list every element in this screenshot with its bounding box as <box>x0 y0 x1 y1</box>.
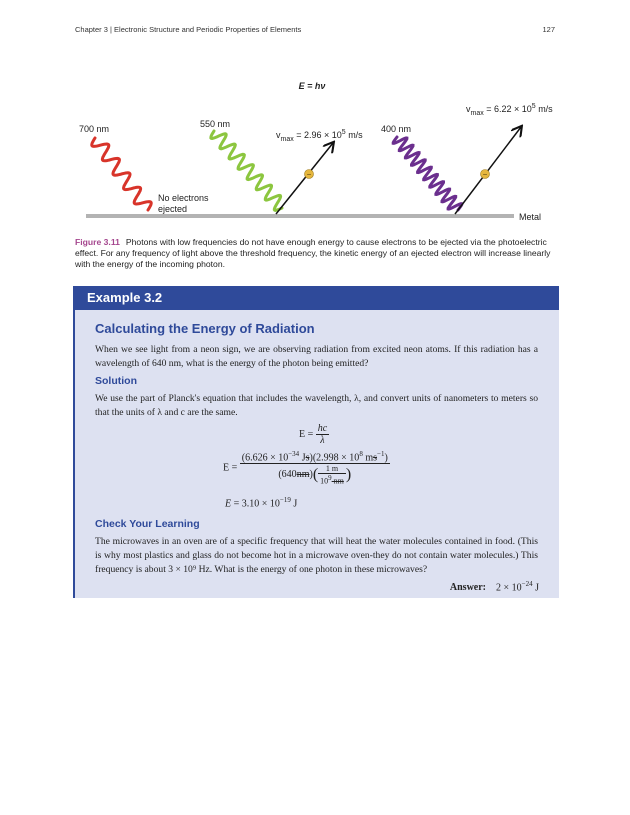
page-number: 127 <box>542 25 555 34</box>
red-light-wave <box>92 138 151 210</box>
wavelength-label-550: 550 nm <box>200 119 231 129</box>
example-title: Calculating the Energy of Radiation <box>95 321 315 336</box>
photoelectric-figure <box>0 0 630 230</box>
answer: Answer: $2 \times 10^{-24}$ J <box>449 580 539 594</box>
equation-3: $E = 3.10 \times 10^{-19}$ J <box>225 496 298 510</box>
check-heading: Check Your Learning <box>95 518 200 530</box>
svg-text:−: − <box>482 170 488 179</box>
equation-2: E = ($6.626 \times 10^{-34}$ $Js)(2.998 \times 10^8$ $ms^{-1}$) (640nm)( $\frac{1 m}{10^9 nm}$ ) <box>223 450 388 486</box>
figure-label: Figure 3.11 <box>75 237 120 247</box>
example-header: Example 3.2 <box>75 286 559 310</box>
vmax-label-2: $v_{max} = 6.22 \times 10^5$ m/s <box>466 103 553 117</box>
caption-text: Photons with low frequencies do not have enough energy to cause electrons to be ejected via the photoelectric effect. For any frequency of light above the threshold frequency, the kinetic energy of an ejected electron will increase linearly with the energy of the incoming photon. <box>75 237 551 270</box>
wavelength-label-700: 700 nm <box>79 124 110 134</box>
vmax-label-1: $v_{max} = 2.96 \times 10^5$ m/s <box>276 129 363 143</box>
problem-text: When we see light from a neon sign, we are observing radiation from excited neon atoms. If this radiation has a wavelength of 640 nm, what is the energy of the photon being emitted? <box>95 344 538 369</box>
equation-1: E = $\frac{hc}{\lambda}$ <box>299 423 328 446</box>
no-electrons-label: No electrons <box>158 193 209 203</box>
solution-heading: Solution <box>95 375 137 387</box>
solution-text: We use the part of Planck's equation that includes the wavelength, λ, and convert units of nanometers to meters so that the units of λ and c are the same. <box>95 393 538 418</box>
example-box <box>73 286 559 598</box>
green-light-wave <box>211 131 282 210</box>
figure-caption <box>75 237 555 271</box>
ejected-label: ejected <box>158 204 188 214</box>
metal-surface <box>86 214 514 218</box>
purple-light-wave <box>393 137 462 210</box>
electron-2 <box>481 170 490 180</box>
running-header: Chapter 3 | Electronic Structure and Periodic Properties of Elements <box>75 25 302 34</box>
wavelength-label-400: 400 nm <box>381 124 412 134</box>
check-text: The microwaves in an oven are of a specific frequency that will heat the water molecules contained in food. (This is why most plastics and glass do not become hot in a microwave oven-they do not contain water molecules.) This frequency is about 3 × 10⁹ Hz. What is the energy of one photon in these microwaves? <box>95 536 538 575</box>
equation-label: E = hν <box>298 81 326 91</box>
svg-text:−: − <box>306 170 312 179</box>
electron-arrow-1 <box>276 143 333 214</box>
electron-1 <box>305 170 314 180</box>
metal-label: Metal <box>519 212 542 222</box>
